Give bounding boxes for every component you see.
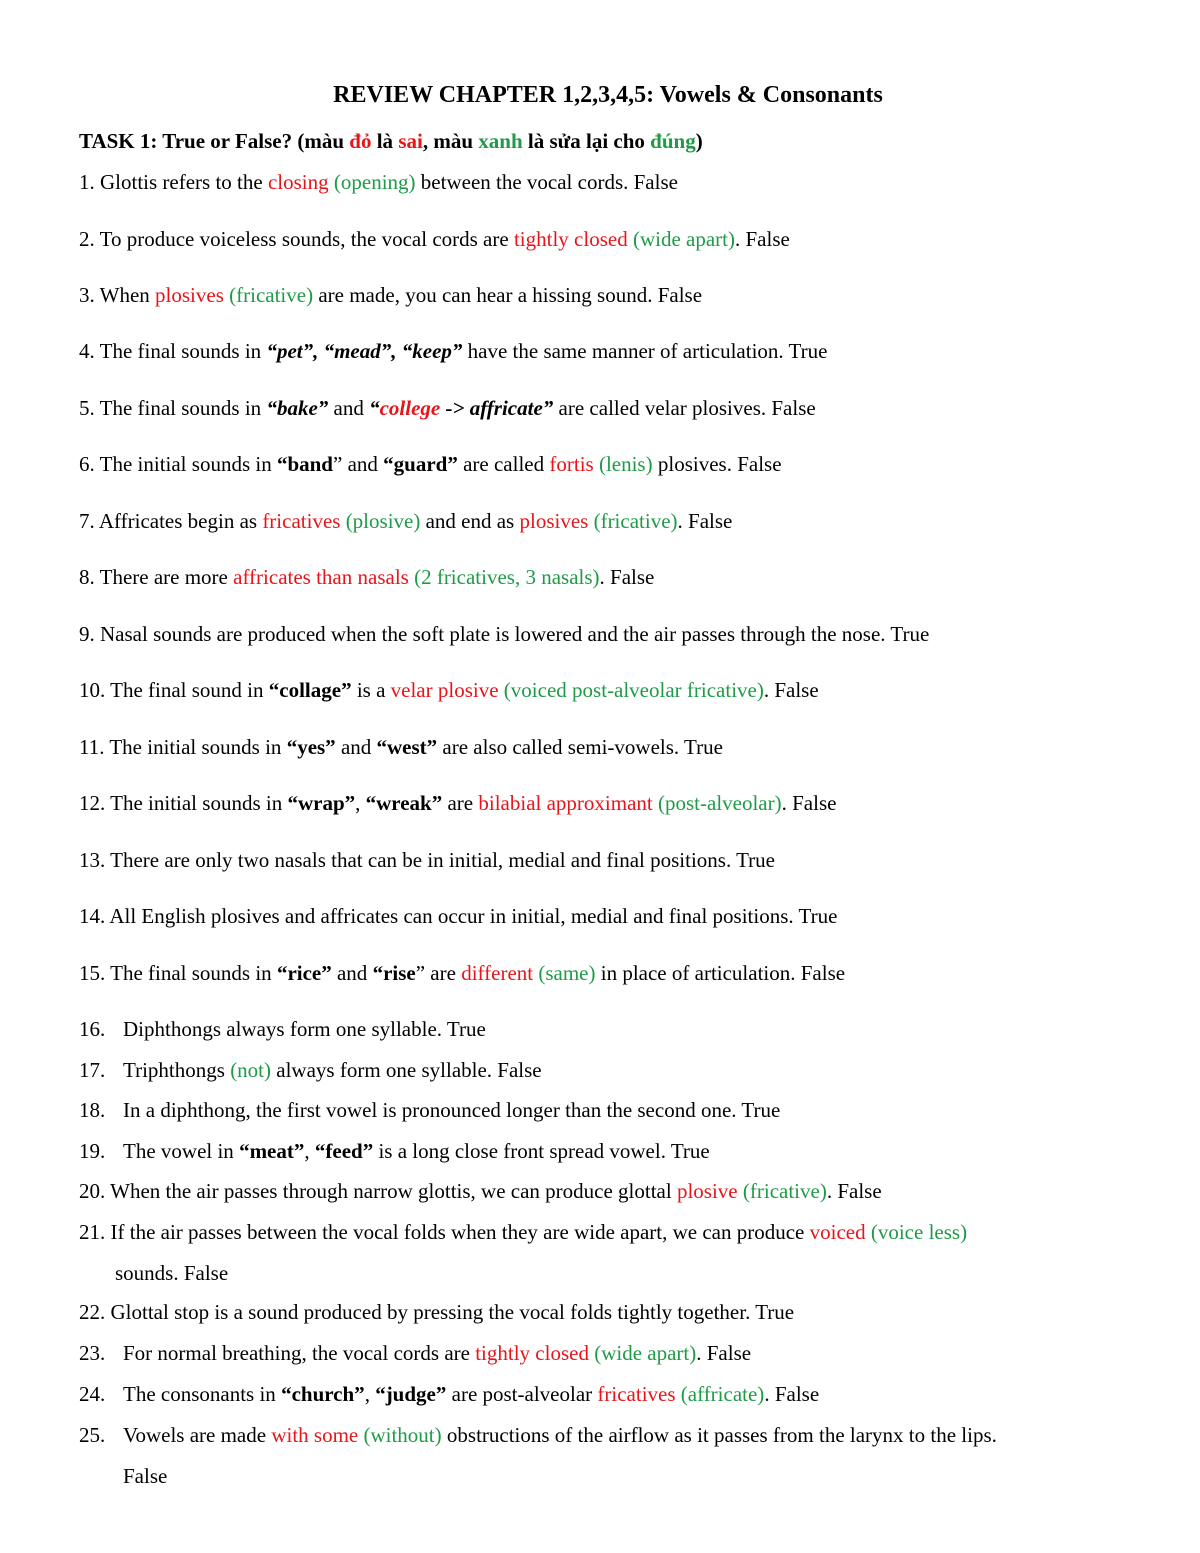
wrong-term: velar plosive [390, 678, 499, 702]
wrong-term: fricatives [597, 1382, 676, 1406]
statement-number: 24. [79, 1382, 106, 1406]
statement-4 [79, 337, 827, 365]
statement-5 [79, 394, 816, 422]
statement-1 [79, 168, 678, 196]
statement-text: . False [599, 565, 655, 589]
statement-text: and [331, 961, 373, 985]
statement-number: 5. [79, 396, 95, 420]
statement-text: Triphthongs [123, 1058, 231, 1082]
wrong-term: fricatives [262, 509, 341, 533]
statement-text: . False [677, 509, 733, 533]
statement-13 [79, 846, 775, 874]
example-word: “rise [372, 961, 416, 985]
task-green-word-2: đúng [650, 129, 696, 153]
correction-term: (2 fricatives, 3 nasals) [414, 565, 600, 589]
statement-text: In a diphthong, the first vowel is pronounced longer than the second one. True [123, 1098, 781, 1122]
example-word: “church” [281, 1382, 365, 1406]
statement-text: To produce voiceless sounds, the vocal cords are [99, 227, 514, 251]
statement-text: . False [764, 1382, 820, 1406]
statement-text: obstructions of the airflow as it passes from the larynx to the lips. [441, 1423, 997, 1447]
statement-17 [79, 1056, 542, 1084]
statement-number: 4. [79, 339, 95, 363]
wrong-term: different [461, 961, 534, 985]
wrong-term: plosive [676, 1179, 738, 1203]
wrong-term: plosives [519, 509, 589, 533]
example-word: “pet”, “mead”, “keep” [266, 339, 463, 363]
statement-3 [79, 281, 702, 309]
task-suffix: ) [695, 129, 703, 153]
statement-number: 13. [79, 848, 106, 872]
statement-text: ” and [333, 452, 384, 476]
statement-continuation: sounds. False [115, 1261, 229, 1285]
statement-text: If the air passes between the vocal folds when they are wide apart, we can produce [110, 1220, 810, 1244]
statement-text: There are more [99, 565, 234, 589]
correction-term: (voice less) [870, 1220, 968, 1244]
statement-text: , [364, 1382, 376, 1406]
statement-text: , [304, 1139, 315, 1163]
correction-term: (wide apart) [594, 1341, 697, 1365]
statement-text: For normal breathing, the vocal cords are [123, 1341, 476, 1365]
correction-term: (plosive) [345, 509, 421, 533]
statement-number: 19. [79, 1139, 106, 1163]
statement-number: 21. [79, 1220, 106, 1244]
example-word: “ [369, 396, 380, 420]
statement-number: 22. [79, 1300, 106, 1324]
wrong-term: tightly closed [513, 227, 628, 251]
statement-number: 25. [79, 1423, 106, 1447]
statement-text: When the air passes through narrow glottis, we can produce glottal [110, 1179, 677, 1203]
statement-continuation: False [123, 1464, 168, 1488]
statement-text: are post-alveolar [446, 1382, 598, 1406]
correction-term: (voiced post-alveolar fricative) [503, 678, 764, 702]
statement-11 [79, 733, 723, 761]
statement-text: . False [826, 1179, 882, 1203]
example-word: “feed” [314, 1139, 374, 1163]
statement-2 [79, 225, 790, 253]
statement-text: Diphthongs always form one syllable. True [123, 1017, 486, 1041]
statement-text: Nasal sounds are produced when the soft plate is lowered and the air passes through the nose. True [100, 622, 930, 646]
statement-15 [79, 959, 845, 987]
statement-text: Vowels are made [123, 1423, 272, 1447]
statement-text: , [355, 791, 366, 815]
document-title: REVIEW CHAPTER 1,2,3,4,5: Vowels & Consonants [333, 82, 883, 108]
statement-20 [79, 1177, 882, 1205]
statement-number: 3. [79, 283, 95, 307]
example-word: “wreak” [365, 791, 443, 815]
wrong-term: fortis [549, 452, 594, 476]
statement-text: are called [457, 452, 550, 476]
statement-text: The consonants in [123, 1382, 282, 1406]
statement-number: 8. [79, 565, 95, 589]
wrong-term: bilabial approximant [478, 791, 653, 815]
statement-text: When [99, 283, 156, 307]
statement-text: have the same manner of articulation. True [462, 339, 828, 363]
statement-number: 16. [79, 1017, 106, 1041]
correction-term: (lenis) [598, 452, 653, 476]
statement-23 [79, 1339, 751, 1367]
statement-number: 14. [79, 904, 106, 928]
statement-number: 9. [79, 622, 95, 646]
task-mid-1: là [371, 129, 399, 153]
correction-term: (not) [230, 1058, 272, 1082]
task-heading [79, 127, 703, 155]
statement-21 [79, 1218, 967, 1287]
task-red-word: đỏ [349, 129, 372, 153]
correction-term: (fricative) [229, 283, 314, 307]
statement-25 [79, 1421, 997, 1490]
wrong-term: with some [271, 1423, 359, 1447]
statement-number: 6. [79, 452, 95, 476]
statement-12 [79, 789, 836, 817]
statement-number: 17. [79, 1058, 106, 1082]
statement-10 [79, 676, 819, 704]
example-word: “meat” [239, 1139, 305, 1163]
wrong-term: closing [267, 170, 329, 194]
statement-text: in place of articulation. False [595, 961, 846, 985]
statement-6 [79, 450, 782, 478]
statement-number: 2. [79, 227, 95, 251]
example-word: “collage” [268, 678, 352, 702]
correction-term: (opening) [333, 170, 416, 194]
correction-term: (fricative) [593, 509, 678, 533]
statement-number: 12. [79, 791, 106, 815]
statement-text: The final sounds in [99, 339, 267, 363]
wrong-term: college [379, 396, 441, 420]
statement-number: 15. [79, 961, 106, 985]
statement-text: The initial sounds in [109, 735, 287, 759]
task-mid-3: là sửa lại cho [522, 129, 651, 153]
example-word: “rice” [276, 961, 332, 985]
statement-7 [79, 507, 732, 535]
statement-text: Affricates begin as [98, 509, 263, 533]
statement-text: The final sounds in [110, 961, 277, 985]
statement-text: are made, you can hear a hissing sound. False [313, 283, 703, 307]
statement-22 [79, 1298, 794, 1326]
statement-text: . False [734, 227, 790, 251]
statement-text: The final sound in [110, 678, 269, 702]
statement-text: and end as [420, 509, 520, 533]
statement-text: are [442, 791, 479, 815]
example-word: -> affricate” [440, 396, 554, 420]
statement-8 [79, 563, 654, 591]
task-red-word-2: sai [398, 129, 423, 153]
statement-text: always form one syllable. False [271, 1058, 542, 1082]
statement-number: 10. [79, 678, 106, 702]
task-prefix: TASK 1: True or False? (màu [79, 129, 350, 153]
task-green-word: xanh [478, 129, 523, 153]
statement-number: 23. [79, 1341, 106, 1365]
statement-text: is a long close front spread vowel. True [373, 1139, 710, 1163]
statement-text: . False [763, 678, 819, 702]
example-word: “wrap” [287, 791, 356, 815]
example-word: “bake” [266, 396, 329, 420]
statement-number: 1. [79, 170, 95, 194]
statement-text: and [328, 396, 370, 420]
wrong-term: plosives [155, 283, 224, 307]
statement-19 [79, 1137, 710, 1165]
statement-text: All English plosives and affricates can occur in initial, medial and final positions. True [109, 904, 838, 928]
statement-text: ” are [415, 961, 462, 985]
statement-24 [79, 1380, 819, 1408]
correction-term: (affricate) [680, 1382, 765, 1406]
statement-number: 20. [79, 1179, 106, 1203]
statement-number: 11. [79, 735, 105, 759]
statement-text: and [335, 735, 377, 759]
statement-14 [79, 902, 837, 930]
statement-text: The initial sounds in [99, 452, 277, 476]
statement-text: are also called semi-vowels. True [437, 735, 723, 759]
wrong-term: voiced [809, 1220, 866, 1244]
statement-text: There are only two nasals that can be in initial, medial and final positions. True [110, 848, 775, 872]
statement-text: plosives. False [652, 452, 782, 476]
statement-text: Glottal stop is a sound produced by pressing the vocal folds tightly together. True [110, 1300, 795, 1324]
statement-text: . False [781, 791, 837, 815]
wrong-term: tightly closed [475, 1341, 589, 1365]
statement-text: are called velar plosives. False [553, 396, 816, 420]
statement-number: 7. [79, 509, 95, 533]
statement-number: 18. [79, 1098, 106, 1122]
example-word: “guard” [383, 452, 458, 476]
correction-term: (same) [538, 961, 596, 985]
statement-text: The vowel in [123, 1139, 240, 1163]
example-word: “west” [376, 735, 438, 759]
wrong-term: affricates than nasals [233, 565, 409, 589]
correction-term: (without) [363, 1423, 442, 1447]
correction-term: (post-alveolar) [658, 791, 782, 815]
task-mid-2: , màu [422, 129, 479, 153]
statement-text: between the vocal cords. False [415, 170, 678, 194]
statement-text: The initial sounds in [110, 791, 288, 815]
correction-term: (wide apart) [632, 227, 735, 251]
statement-text: The final sounds in [99, 396, 267, 420]
example-word: “band [276, 452, 333, 476]
statement-16 [79, 1015, 486, 1043]
statement-text: is a [351, 678, 391, 702]
example-word: “yes” [286, 735, 336, 759]
statement-18 [79, 1096, 780, 1124]
statement-text: Glottis refers to the [100, 170, 268, 194]
correction-term: (fricative) [742, 1179, 827, 1203]
statement-9 [79, 620, 929, 648]
statement-text: . False [696, 1341, 752, 1365]
example-word: “judge” [375, 1382, 447, 1406]
